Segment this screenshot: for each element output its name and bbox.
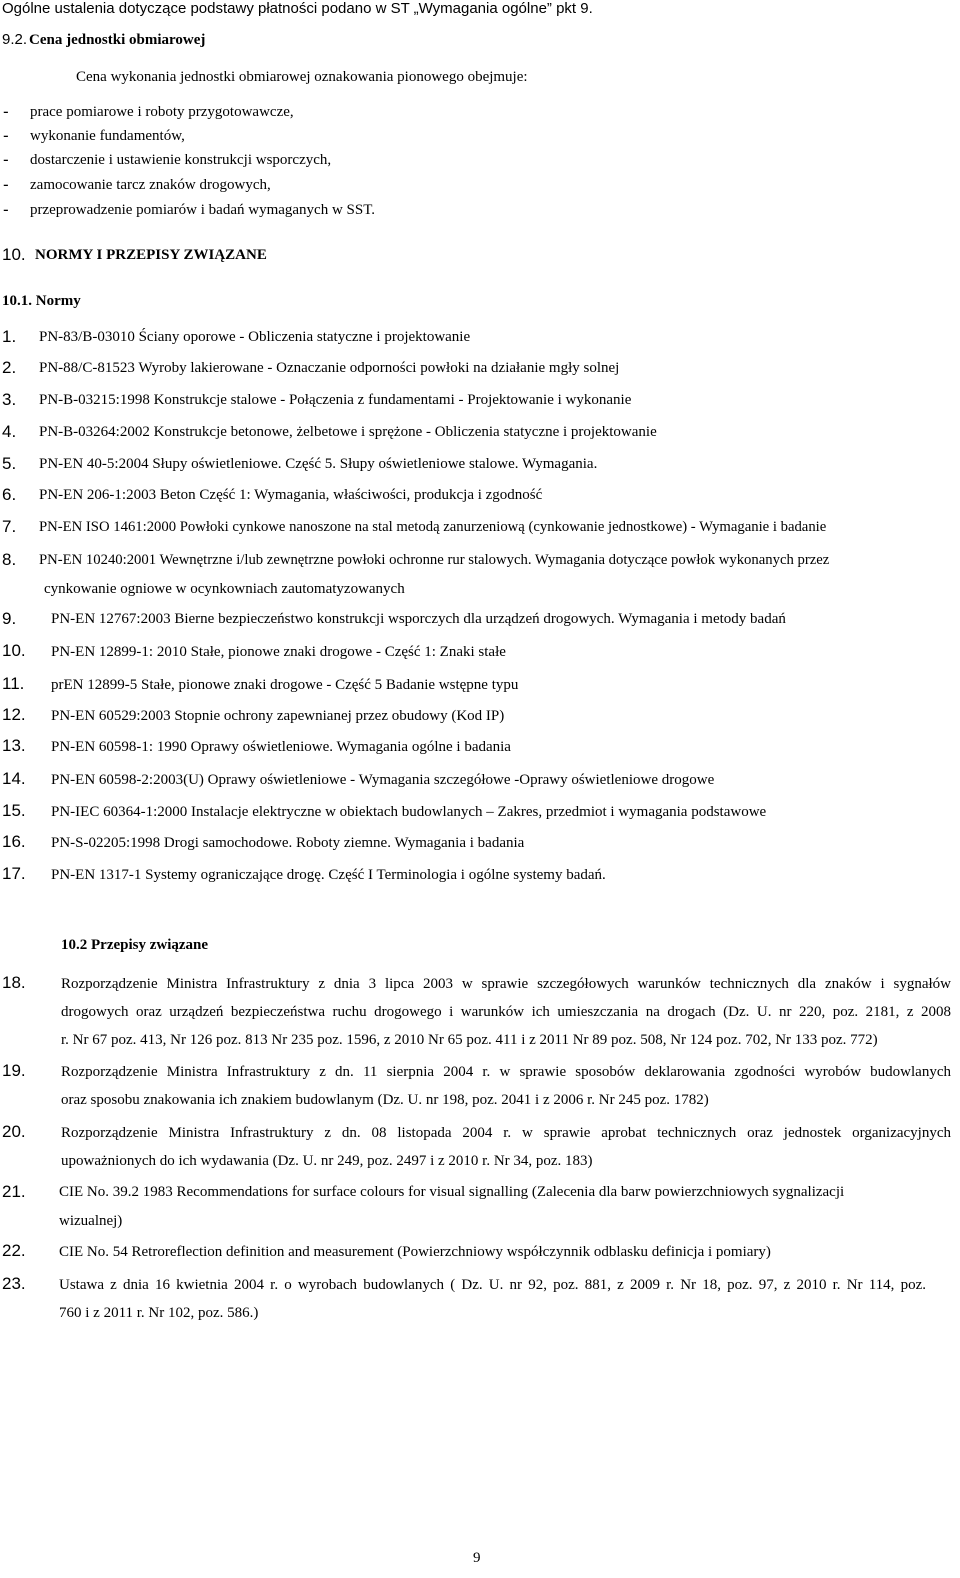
list-item: prace pomiarowe i roboty przygotowawcze, <box>30 104 294 120</box>
list-number: 20. <box>2 1122 26 1141</box>
list-item: CIE No. 54 Retroreflection definition and measurement (Powierzchniowy współczynnik odblasku definicja i pomiary) <box>59 1244 771 1260</box>
list-number: 15. <box>2 801 26 820</box>
list-number: 12. <box>2 705 26 724</box>
list-item: PN-EN ISO 1461:2000 Powłoki cynkowe nanoszone na stal metodą zanurzeniową (cynkowanie jednostkowe) - Wymaganie i badanie <box>39 519 827 535</box>
list-item: Rozporządzenie Ministra Infrastruktury z dnia 3 lipca 2003 w sprawie szczegółowych warunków technicznych dla znaków i sygnałów <box>61 976 951 992</box>
list-number: 14. <box>2 769 26 788</box>
list-bullet: - <box>3 102 9 121</box>
list-item: PN-EN 12767:2003 Bierne bezpieczeństwo konstrukcji wsporczych dla urządzeń drogowych. Wymagania i metody badań <box>51 611 786 627</box>
list-item: PN-B-03264:2002 Konstrukcje betonowe, żelbetowe i sprężone - Obliczenia statyczne i projektowanie <box>39 424 657 440</box>
list-item: wykonanie fundamentów, <box>30 128 185 144</box>
list-number: 18. <box>2 973 26 992</box>
list-item: PN-83/B-03010 Ściany oporowe - Obliczenia statyczne i projektowanie <box>39 329 471 345</box>
list-item: dostarczenie i ustawienie konstrukcji wsporczych, <box>30 152 332 168</box>
list-item-continuation: upoważnionych do ich wydawania (Dz. U. nr 249, poz. 2497 i z 2010 r. Nr 34, poz. 183) <box>61 1153 593 1169</box>
list-number: 13. <box>2 736 26 755</box>
list-number: 3. <box>2 390 17 409</box>
section-9-2-title: Cena jednostki obmiarowej <box>29 32 206 48</box>
list-item: Rozporządzenie Ministra Infrastruktury z dn. 08 listopada 2004 r. w sprawie aprobat technicznych oraz jednostek organizacyjnych <box>61 1125 951 1141</box>
list-number: 2. <box>2 358 17 377</box>
list-bullet: - <box>3 126 9 145</box>
list-item-continuation: oraz sposobu znakowania ich znakiem budowlanym (Dz. U. nr 198, poz. 2041 i z 2006 r. Nr 245 poz. 1782) <box>61 1092 709 1108</box>
list-item-continuation: drogowych oraz urządzeń bezpieczeństwa ruchu drogowego i warunków ich umieszczania na drogach (Dz. U. nr 220, poz. 2181, z 2008 <box>61 1004 951 1020</box>
section-10-title: NORMY I PRZEPISY ZWIĄZANE <box>35 247 267 263</box>
list-number: 19. <box>2 1061 26 1080</box>
list-item: Rozporządzenie Ministra Infrastruktury z dn. 11 sierpnia 2004 r. w sprawie sposobów deklarowania zgodności wyrobów budowlanych <box>61 1064 951 1080</box>
list-item: CIE No. 39.2 1983 Recommendations for surface colours for visual signalling (Zalecenia dla barw powierzchniowych sygnalizacji <box>59 1184 845 1200</box>
list-item-continuation: wizualnej) <box>59 1213 123 1229</box>
list-number: 7. <box>2 517 17 536</box>
section-9-2-lead: Cena wykonania jednostki obmiarowej oznakowania pionowego obejmuje: <box>76 69 528 85</box>
list-item: PN-EN 40-5:2004 Słupy oświetleniowe. Część 5. Słupy oświetleniowe stalowe. Wymagania. <box>39 456 598 472</box>
list-item: PN-B-03215:1998 Konstrukcje stalowe - Połączenia z fundamentami - Projektowanie i wykonanie <box>39 392 632 408</box>
list-item: Ustawa z dnia 16 kwietnia 2004 r. o wyrobach budowlanych ( Dz. U. nr 92, poz. 881, z 2009 r. Nr 18, poz. 97, z 2010 r. Nr 114, poz. <box>59 1277 926 1293</box>
list-number: 16. <box>2 832 26 851</box>
list-item: PN-IEC 60364-1:2000 Instalacje elektryczne w obiektach budowlanych – Zakres, przedmiot i wymagania podstawowe <box>51 804 767 820</box>
list-number: 5. <box>2 454 17 473</box>
section-10-2-title: 10.2 Przepisy związane <box>61 937 209 953</box>
section-9-2-number: 9.2. <box>2 31 28 48</box>
page-number: 9 <box>473 1550 481 1566</box>
list-item: PN-EN 60598-1: 1990 Oprawy oświetleniowe. Wymagania ogólne i badania <box>51 739 511 755</box>
list-number: 4. <box>2 422 17 441</box>
list-number: 11. <box>2 674 25 693</box>
list-item: PN-EN 206-1:2003 Beton Część 1: Wymagania, właściwości, produkcja i zgodność <box>39 487 543 503</box>
list-item-continuation: r. Nr 67 poz. 413, Nr 126 poz. 813 Nr 235 poz. 1596, z 2010 Nr 65 poz. 411 i z 2011 Nr 89 poz. 508, Nr 124 poz. 702, Nr 133 poz. 772) <box>61 1032 878 1048</box>
list-number: 22. <box>2 1241 26 1260</box>
list-item: PN-EN 60598-2:2003(U) Oprawy oświetleniowe - Wymagania szczegółowe -Oprawy oświetleniowe drogowe <box>51 772 715 788</box>
list-number: 6. <box>2 485 17 504</box>
list-number: 21. <box>2 1182 26 1201</box>
list-item: zamocowanie tarcz znaków drogowych, <box>30 177 271 193</box>
list-item: prEN 12899-5 Stałe, pionowe znaki drogowe - Część 5 Badanie wstępne typu <box>51 677 519 693</box>
list-item: PN-88/C-81523 Wyroby lakierowane - Oznaczanie odporności powłoki na działanie mgły solnej <box>39 360 620 376</box>
list-bullet: - <box>3 175 9 194</box>
list-item: przeprowadzenie pomiarów i badań wymaganych w SST. <box>30 202 376 218</box>
list-item: PN-S-02205:1998 Drogi samochodowe. Roboty ziemne. Wymagania i badania <box>51 835 525 851</box>
list-item-continuation: cynkowanie ogniowe w ocynkowniach zautomatyzowanych <box>44 581 405 597</box>
list-item: PN-EN 10240:2001 Wewnętrzne i/lub zewnętrzne powłoki ochronne rur stalowych. Wymagania dotyczące powłok wykonanych przez <box>39 552 830 568</box>
list-number: 17. <box>2 864 26 883</box>
list-number: 9. <box>2 609 17 628</box>
list-bullet: - <box>3 150 9 169</box>
list-item: PN-EN 60529:2003 Stopnie ochrony zapewnianej przez obudowy (Kod IP) <box>51 708 505 724</box>
list-number: 1. <box>2 327 17 346</box>
intro-line: Ogólne ustalenia dotyczące podstawy płatności podano w ST „Wymagania ogólne” pkt 9. <box>2 0 593 17</box>
list-item-continuation: 760 i z 2011 r. Nr 102, poz. 586.) <box>59 1305 259 1321</box>
section-10-1-title: 10.1. Normy <box>2 293 81 309</box>
section-10-number: 10. <box>2 245 26 264</box>
list-number: 23. <box>2 1274 26 1293</box>
list-bullet: - <box>3 200 9 219</box>
list-number: 8. <box>2 550 17 569</box>
list-item: PN-EN 1317-1 Systemy ograniczające drogę. Część I Terminologia i ogólne systemy badań. <box>51 867 606 883</box>
list-number: 10. <box>2 641 26 660</box>
list-item: PN-EN 12899-1: 2010 Stałe, pionowe znaki drogowe - Część 1: Znaki stałe <box>51 644 506 660</box>
